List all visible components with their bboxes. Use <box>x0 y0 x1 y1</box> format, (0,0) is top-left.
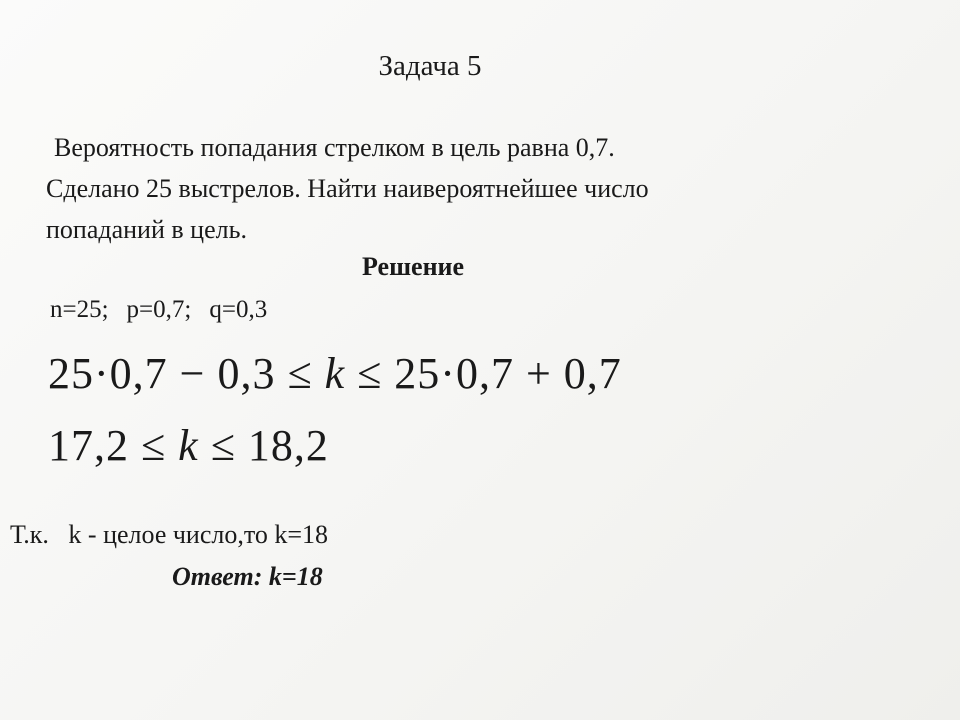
conclusion-text: Т.к. k - целое число,то k=18 <box>10 520 329 549</box>
problem-line-1: Вероятность попадания стрелком в цель равна 0,7. <box>54 133 615 162</box>
formula-2-variable: k <box>178 421 199 470</box>
problem-line-3: попаданий в цель. <box>46 215 247 244</box>
inequality-formula-1 <box>48 348 622 399</box>
formula-1-variable: k <box>324 349 346 398</box>
given-values <box>50 296 267 324</box>
formula-1-right: ≤ 25·0,7 + 0,7 <box>345 349 622 398</box>
problem-statement <box>46 127 806 250</box>
given-p: p=0,7; <box>126 296 192 323</box>
given-n: n=25; <box>50 296 109 323</box>
formula-1-left: 25·0,7 − 0,3 ≤ <box>48 349 325 398</box>
answer-text: Ответ: k=18 <box>172 562 323 591</box>
formula-2-left: 17,2 ≤ <box>48 421 179 470</box>
formula-2-right: ≤ 18,2 <box>198 421 329 470</box>
solution-heading: Решение <box>362 252 465 281</box>
inequality-formula-2 <box>48 420 329 471</box>
problem-line-2: Сделано 25 выстрелов. Найти наивероятнейшее число <box>46 174 649 203</box>
given-q: q=0,3 <box>209 296 268 323</box>
slide-title: Задача 5 <box>378 50 482 82</box>
